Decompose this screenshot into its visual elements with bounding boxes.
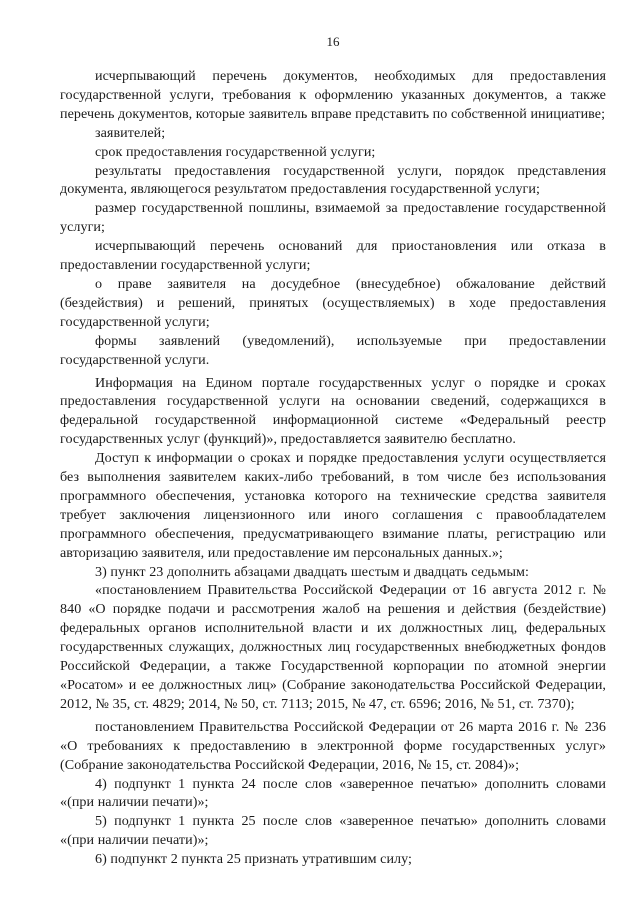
paragraph: результаты предоставления государственной услуги, порядок представления документа, являющегося результатом предоставления государственной услуги;	[60, 162, 606, 198]
paragraph: о праве заявителя на досудебное (внесудебное) обжалование действий (бездействия) и решений, принятых (осуществляемых) в ходе предоставления государственной услуги;	[60, 275, 606, 330]
paragraph: 3) пункт 23 дополнить абзацами двадцать шестым и двадцать седьмым:	[95, 563, 529, 580]
paragraph: срок предоставления государственной услуги;	[95, 143, 376, 160]
paragraph: постановлением Правительства Российской Федерации от 26 марта 2016 г. № 236 «О требованиях к предоставлению в электронной форме государственных услуг» (Собрание законодательства Российской Федерации, 2016, № 15, ст. 2084)»;	[60, 718, 606, 773]
paragraph: исчерпывающий перечень оснований для приостановления или отказа в предоставлении государственной услуги;	[60, 238, 606, 274]
paragraph: 6) подпункт 2 пункта 25 признать утратившим силу;	[95, 851, 412, 868]
paragraph: «постановлением Правительства Российской Федерации от 16 августа 2012 г. № 840 «О порядке подачи и рассмотрения жалоб на решения и действия (бездействие) федеральных органов исполнительной власти и их должностных лиц, федеральных государственных служащих, должностных лиц государственных внебюджетных фондов Российской Федерации, а также Государственной корпорации по атомной энергии «Росатом» и ее должностных лиц» (Собрание законодательства Российской Федерации, 2012, № 35, ст. 4829; 2014, № 50, ст. 7113; 2015, № 47, ст. 6596; 2016, № 51, ст. 7370);	[60, 582, 606, 712]
paragraph: 5) подпункт 1 пункта 25 после слов «заверенное печатью» дополнить словами «(при наличии печати)»;	[60, 813, 606, 849]
page-number: 16	[326, 34, 340, 49]
paragraph: 4) подпункт 1 пункта 24 после слов «заверенное печатью» дополнить словами «(при наличии печати)»;	[60, 775, 606, 811]
paragraph: заявителей;	[95, 124, 166, 141]
paragraph: размер государственной пошлины, взимаемой за предоставление государственной услуги;	[60, 200, 606, 236]
paragraph: Доступ к информации о сроках и порядке предоставления услуги осуществляется без выполнения заявителем каких-либо требований, в том числе без использования программного обеспечения, установка которого на технические средства заявителя требует заключения лицензионного или иного соглашения с правообладателем программного обеспечения, предусматривающего взимание платы, регистрацию или авторизацию заявителя, или предоставление им персональных данных.»;	[60, 450, 606, 561]
paragraph: формы заявлений (уведомлений), используемые при предоставлении государственной услуги.	[60, 332, 606, 368]
paragraph: исчерпывающий перечень документов, необходимых для предоставления государственной услуги, требования к оформлению указанных документов, а также перечень документов, которые заявитель вправе представить по собственной инициативе;	[60, 68, 606, 122]
paragraph: Информация на Едином портале государственных услуг о порядке и сроках предоставления государственной услуги на основании сведений, содержащихся в федеральной государственной информационной системе «Федеральный реестр государственных услуг (функций)», предоставляется заявителю бесплатно.	[60, 374, 606, 448]
